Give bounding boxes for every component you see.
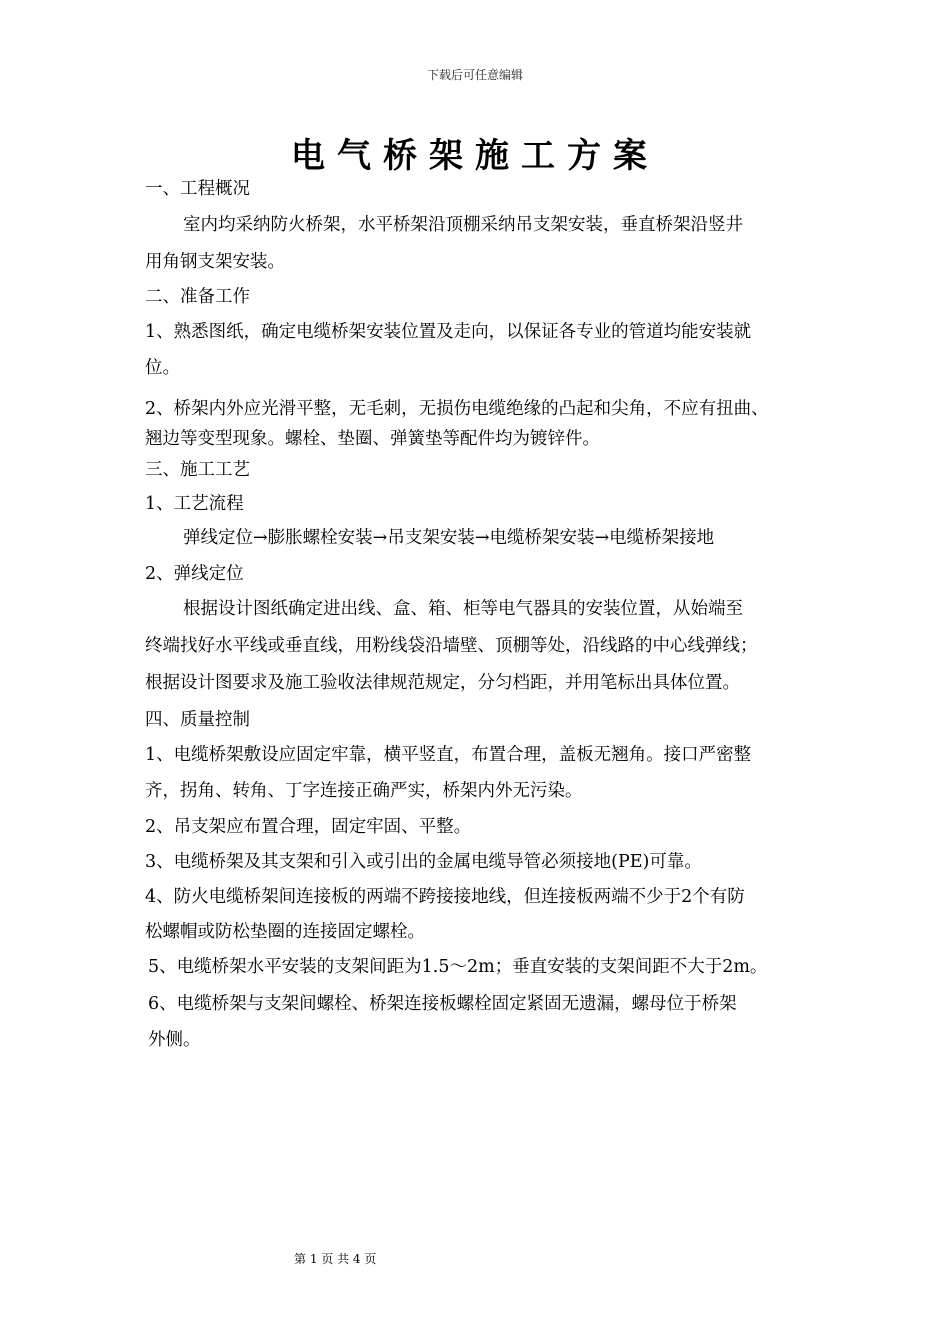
- paragraph-line: 外侧。: [148, 1030, 201, 1050]
- section-heading: 一、工程概况: [145, 179, 250, 199]
- paragraph-line: 根据设计图纸确定进出线、盒、箱、柜等电气器具的安装位置，从始端至: [183, 599, 743, 619]
- paragraph-line: 1、电缆桥架敷设应固定牢靠，横平竖直，布置合理，盖板无翘角。接口严密整: [145, 745, 752, 765]
- section-heading: 四、质量控制: [145, 710, 250, 730]
- subsection-heading: 2、弹线定位: [145, 564, 244, 584]
- process-flow-line: 弹线定位→膨胀螺栓安装→吊支架安装→电缆桥架安装→电缆桥架接地: [183, 528, 715, 548]
- paragraph-line: 6、电缆桥架与支架间螺栓、桥架连接板螺栓固定紧固无遗漏，螺母位于桥架: [148, 994, 737, 1014]
- paragraph-line: 4、防火电缆桥架间连接板的两端不跨接接地线，但连接板两端不少于2个有防: [145, 887, 745, 907]
- paragraph-line: 齐，拐角、转角、丁字连接正确严实，桥架内外无污染。: [145, 781, 583, 801]
- section-heading: 二、准备工作: [145, 287, 250, 307]
- paragraph-line: 1、熟悉图纸，确定电缆桥架安装位置及走向，以保证各专业的管道均能安装就: [145, 322, 752, 342]
- paragraph-line: 室内均采纳防火桥架，水平桥架沿顶棚采纳吊支架安装，垂直桥架沿竖井: [183, 215, 743, 235]
- document-title: 电气桥架施工方案: [291, 136, 659, 176]
- paragraph-line: 用角钢支架安装。: [145, 252, 285, 272]
- paragraph-line: 翘边等变型现象。螺栓、垫圈、弹簧垫等配件均为镀锌件。: [145, 429, 600, 449]
- paragraph-line: 2、吊支架应布置合理，固定牢固、平整。: [145, 817, 472, 837]
- page-footer: 第 1 页 共 4 页: [294, 1252, 377, 1266]
- paragraph-line: 2、桥架内外应光滑平整，无毛刺，无损伤电缆绝缘的凸起和尖角，不应有扭曲、: [145, 399, 769, 419]
- paragraph-line: 终端找好水平线或垂直线，用粉线袋沿墙壁、顶棚等处，沿线路的中心线弹线；: [145, 636, 758, 656]
- paragraph-line: 位。: [145, 358, 180, 378]
- subsection-heading: 1、工艺流程: [145, 494, 244, 514]
- section-heading: 三、施工工艺: [145, 460, 250, 480]
- paragraph-line: 松螺帽或防松垫圈的连接固定螺栓。: [145, 922, 425, 942]
- paragraph-line: 根据设计图要求及施工验收法律规范规定，分匀档距，并用笔标出具体位置。: [145, 673, 740, 693]
- page-header: 下载后可任意编辑: [426, 68, 523, 82]
- paragraph-line: 3、电缆桥架及其支架和引入或引出的金属电缆导管必须接地(PE)可靠。: [145, 852, 702, 872]
- paragraph-line: 5、电缆桥架水平安装的支架间距为1.5～2m；垂直安装的支架间距不大于2m。: [148, 957, 768, 977]
